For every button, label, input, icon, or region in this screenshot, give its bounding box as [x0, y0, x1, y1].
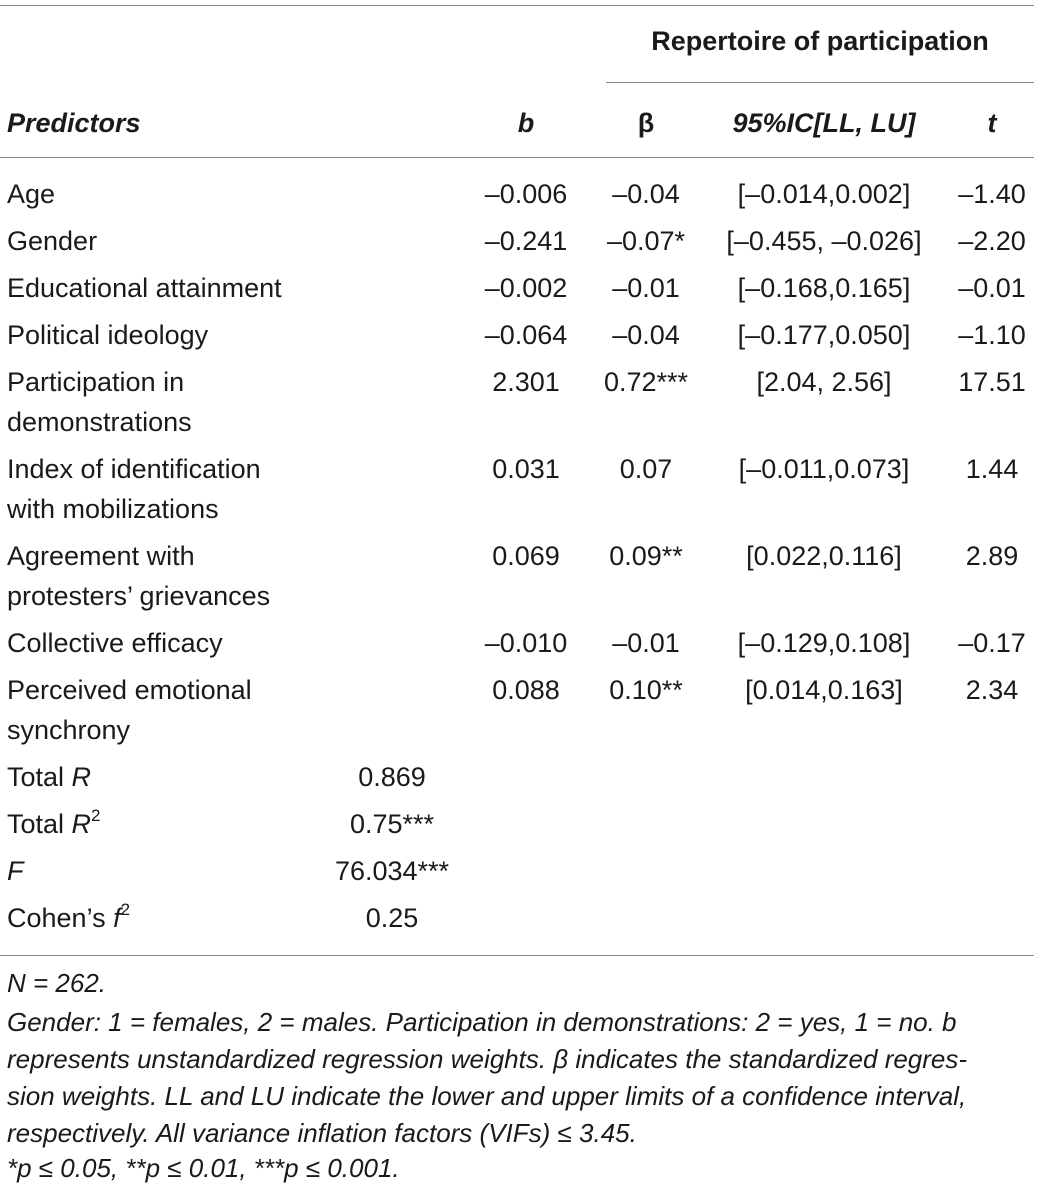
note-line: represents unstandardized regression weights. β indicates the standardized regres-	[7, 1044, 968, 1074]
note-line: respectively. All variance inflation factors (VIFs) ≤ 3.45.	[7, 1118, 637, 1148]
note-line: Gender: 1 = females, 2 = males. Participation in demonstrations: 2 = yes, 1 = no. b	[7, 1007, 957, 1037]
header-b: b	[517, 108, 535, 138]
header-beta: β	[637, 108, 655, 138]
cell-ci: [2.04, 2.56]	[756, 367, 892, 397]
row-label-line2: demonstrations	[7, 407, 192, 437]
cell-t: –1.40	[958, 179, 1026, 209]
cell-ci: [–0.129,0.108]	[737, 628, 911, 658]
cell-ci: [–0.014,0.002]	[737, 179, 911, 209]
cell-b: –0.002	[484, 273, 568, 303]
cell-beta: 0.07	[619, 454, 673, 484]
cohen-value: 0.25	[365, 903, 419, 933]
cell-t: –1.10	[958, 320, 1026, 350]
cell-b: –0.006	[484, 179, 568, 209]
header-rule	[0, 157, 1034, 158]
cell-beta: –0.07*	[606, 226, 686, 256]
cell-b: 2.301	[492, 367, 560, 397]
cell-b: 0.031	[492, 454, 560, 484]
row-label-line2: protesters’ grievances	[7, 581, 271, 611]
total-r-value: 0.869	[358, 762, 426, 792]
header-t: t	[987, 108, 997, 138]
header-predictors: Predictors	[7, 108, 141, 138]
row-label-line1: Index of identification	[7, 454, 261, 484]
cell-beta: –0.01	[612, 628, 680, 658]
cell-t: –0.17	[958, 628, 1026, 658]
cell-beta: 0.72***	[603, 367, 689, 397]
note-line: sion weights. LL and LU indicate the lower and upper limits of a confidence interval,	[7, 1081, 967, 1111]
cell-b: 0.088	[492, 675, 560, 705]
total-r2-value: 0.75***	[349, 809, 435, 839]
cell-beta: –0.04	[612, 320, 680, 350]
cell-ci: [0.022,0.116]	[746, 541, 902, 571]
cell-b: –0.010	[484, 628, 568, 658]
row-label-line2: synchrony	[7, 715, 131, 745]
cell-beta: 0.09**	[609, 541, 683, 571]
cell-beta: –0.01	[612, 273, 680, 303]
note-n: N = 262.	[7, 968, 107, 998]
cell-t: –0.01	[958, 273, 1026, 303]
group-header: Repertoire of participation	[651, 26, 989, 56]
cell-ci: [–0.011,0.073]	[738, 454, 910, 484]
cell-ci: [–0.455, –0.026]	[726, 226, 922, 256]
total-r-label: Total R	[7, 762, 92, 792]
cell-beta: –0.04	[612, 179, 680, 209]
note-significance: *p ≤ 0.05, **p ≤ 0.01, ***p ≤ 0.001.	[7, 1153, 400, 1183]
row-label: Age	[7, 179, 56, 209]
cell-ci: [–0.177,0.050]	[737, 320, 911, 350]
cell-t: 2.89	[965, 541, 1019, 571]
f-label: F	[7, 856, 24, 886]
cell-b: 0.069	[492, 541, 560, 571]
row-label: Collective efficacy	[7, 628, 223, 658]
header-ci: 95%IC[LL, LU]	[732, 108, 916, 138]
cell-t: 17.51	[958, 367, 1026, 397]
row-label-line1: Participation in	[7, 367, 185, 397]
row-label-line1: Perceived emotional	[7, 675, 252, 705]
cell-b: –0.064	[484, 320, 568, 350]
cell-b: –0.241	[484, 226, 568, 256]
cell-ci: [0.014,0.163]	[745, 675, 903, 705]
f-value: 76.034***	[334, 856, 450, 886]
row-label: Political ideology	[7, 320, 209, 350]
row-label: Gender	[7, 226, 98, 256]
total-r2-label: Total $R^2$	[7, 806, 101, 839]
group-header-rule	[606, 82, 1034, 83]
cell-t: 2.34	[965, 675, 1019, 705]
cell-t: 1.44	[965, 454, 1019, 484]
cohen-label: Cohen’s $f^2$	[7, 900, 131, 933]
cell-beta: 0.10**	[609, 675, 683, 705]
top-rule	[0, 5, 1034, 6]
row-label-line2: with mobilizations	[7, 494, 219, 524]
cell-ci: [–0.168,0.165]	[737, 273, 911, 303]
cell-t: –2.20	[958, 226, 1026, 256]
row-label: Educational attainment	[7, 273, 282, 303]
bottom-rule	[0, 955, 1034, 956]
row-label-line1: Agreement with	[7, 541, 195, 571]
